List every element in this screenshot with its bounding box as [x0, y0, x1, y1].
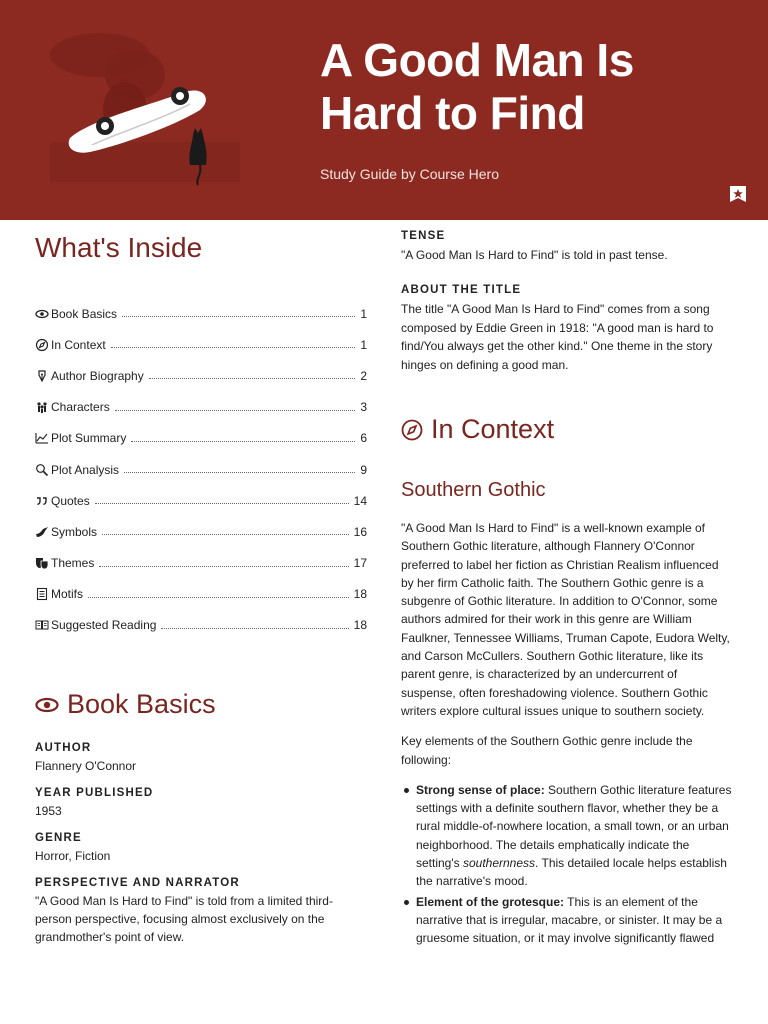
- bird-icon: [35, 525, 49, 539]
- toc-label: Themes: [51, 556, 95, 571]
- book-basics-section: [35, 689, 367, 946]
- toc-page: 17: [353, 556, 367, 571]
- toc-leader: [124, 472, 355, 473]
- toc-item-characters[interactable]: [35, 392, 367, 423]
- masks-icon: [35, 556, 49, 570]
- page-title: A Good Man Is Hard to Find: [320, 34, 634, 139]
- toc-leader: [99, 566, 348, 567]
- toc-page: 18: [353, 587, 367, 602]
- toc-label: Quotes: [51, 493, 90, 508]
- toc-item-plot-analysis[interactable]: [35, 454, 367, 485]
- about-title-label: ABOUT THE TITLE: [401, 284, 522, 296]
- in-context-heading: [401, 414, 733, 445]
- bullet-emphasis: southernness: [462, 856, 536, 871]
- toc-leader: [149, 378, 356, 379]
- course-hero-logo-icon: [728, 184, 748, 204]
- toc-label: Characters: [51, 400, 110, 415]
- bullet-text: Southern Gothic literature features settings with a definite southern flavor, whether they be a rural middle-of-nowhere location, a small town, or an urban neighborhood. The details emphatically indicate the setting's: [416, 782, 732, 871]
- chart-icon: [35, 431, 49, 445]
- toc-page: 1: [360, 337, 367, 352]
- genre-label: GENRE: [35, 832, 82, 845]
- header-banner: [0, 0, 768, 220]
- author-value: Flannery O'Connor: [35, 759, 137, 774]
- year-value: 1953: [35, 804, 62, 819]
- toc-leader: [115, 410, 356, 411]
- tense-value: "A Good Man Is Hard to Find" is told in past tense.: [401, 248, 668, 262]
- toc-page: 2: [360, 368, 367, 383]
- list-item: [401, 893, 733, 948]
- toc-page: 9: [360, 462, 367, 477]
- toc-leader: [111, 347, 356, 348]
- in-context-title: In Context: [431, 414, 555, 444]
- toc-label: Symbols: [51, 524, 98, 539]
- bullet-text: . This detailed locale helps establish the narrative's mood.: [416, 856, 727, 889]
- toc-leader: [88, 597, 349, 598]
- genre-value: Horror, Fiction: [35, 849, 111, 864]
- toc-heading: What's Inside: [35, 232, 203, 263]
- toc-leader: [161, 628, 348, 629]
- bullet-text: This is an element of the narrative that is irregular, macabre, or sinister. It may be a gruesome situation, or it may involve significantly flawed: [416, 894, 723, 946]
- magnifier-icon: [35, 463, 49, 477]
- document-icon: [35, 587, 49, 601]
- toc-item-symbols[interactable]: [35, 516, 367, 547]
- toc-label: Suggested Reading: [51, 618, 157, 633]
- compass-icon: [35, 338, 49, 352]
- bullet-term: Element of the grotesque:: [416, 894, 565, 909]
- quote-icon: [35, 494, 49, 508]
- eye-icon: [35, 307, 49, 321]
- toc-item-suggested-reading[interactable]: [35, 610, 367, 641]
- perspective-value: "A Good Man Is Hard to Find" is told from a limited third-person perspective, focusing almost exclusively on the grandmother's point of view.: [35, 894, 333, 945]
- toc-page: 16: [353, 524, 367, 539]
- pen-nib-icon: [35, 369, 49, 383]
- right-column: [401, 220, 733, 950]
- toc-page: 1: [360, 306, 367, 321]
- toc-item-in-context[interactable]: [35, 329, 367, 360]
- toc-label: Plot Analysis: [51, 462, 120, 477]
- toc-leader: [131, 441, 355, 442]
- bullet-term: Strong sense of place:: [416, 782, 545, 797]
- toc-label: Motifs: [51, 587, 84, 602]
- toc-label: In Context: [51, 337, 106, 352]
- toc-item-plot-summary[interactable]: [35, 423, 367, 454]
- table-of-contents: [35, 298, 367, 641]
- toc-page: 3: [360, 400, 367, 415]
- toc-page: 18: [353, 618, 367, 633]
- book-icon: [35, 618, 49, 632]
- toc-item-book-basics[interactable]: [35, 298, 367, 329]
- perspective-label: PERSPECTIVE AND NARRATOR: [35, 877, 240, 890]
- page-subtitle: Study Guide by Course Hero: [320, 166, 499, 182]
- in-context-paragraph-1: "A Good Man Is Hard to Find" is a well-known example of Southern Gothic literature, although Flannery O'Connor preferred to label her fiction as Christian Realism influenced by her firm Catholic faith. The Southern Gothic genre is a subgenre of Gothic literature. In addition to O'Connor, some authors admired for their work in this genre are William Faulkner, Tennessee Williams, Truman Capote, Eudora Welty, and Carson McCullers. Southern Gothic literature, like its parent genre, is characterized by an undercurrent of suspense, often foreshadowing violence. Southern Gothic writers explore cultural issues unique to southern society.: [401, 521, 730, 718]
- book-basics-heading: [35, 689, 367, 720]
- toc-page: 6: [360, 431, 367, 446]
- list-item: [401, 781, 733, 891]
- tense-label: TENSE: [401, 230, 446, 242]
- toc-item-author-biography[interactable]: [35, 360, 367, 391]
- toc-label: Author Biography: [51, 368, 144, 383]
- overturned-car-illustration: [30, 20, 270, 200]
- toc-label: Book Basics: [51, 306, 118, 321]
- toc-page: 14: [353, 493, 367, 508]
- toc-item-themes[interactable]: [35, 548, 367, 579]
- southern-gothic-heading: Southern Gothic: [401, 479, 546, 501]
- toc-leader: [102, 534, 349, 535]
- toc-item-quotes[interactable]: [35, 485, 367, 516]
- people-icon: [35, 400, 49, 414]
- about-title-value: The title "A Good Man Is Hard to Find" comes from a song composed by Eddie Green in 1918: "A good man is hard to find/You always get the other kind." One theme in the story hinges on defining a good man.: [401, 302, 714, 372]
- toc-item-motifs[interactable]: [35, 579, 367, 610]
- book-basics-title: Book Basics: [67, 689, 216, 720]
- in-context-paragraph-2: Key elements of the Southern Gothic genre include the following:: [401, 734, 693, 767]
- toc-leader: [95, 503, 349, 504]
- left-column: [35, 220, 367, 946]
- year-label: YEAR PUBLISHED: [35, 787, 154, 800]
- toc-leader: [122, 316, 355, 317]
- compass-icon: [401, 419, 423, 441]
- genre-elements-list: [401, 781, 733, 948]
- eye-icon: [35, 697, 59, 713]
- author-label: AUTHOR: [35, 742, 92, 755]
- toc-label: Plot Summary: [51, 431, 127, 446]
